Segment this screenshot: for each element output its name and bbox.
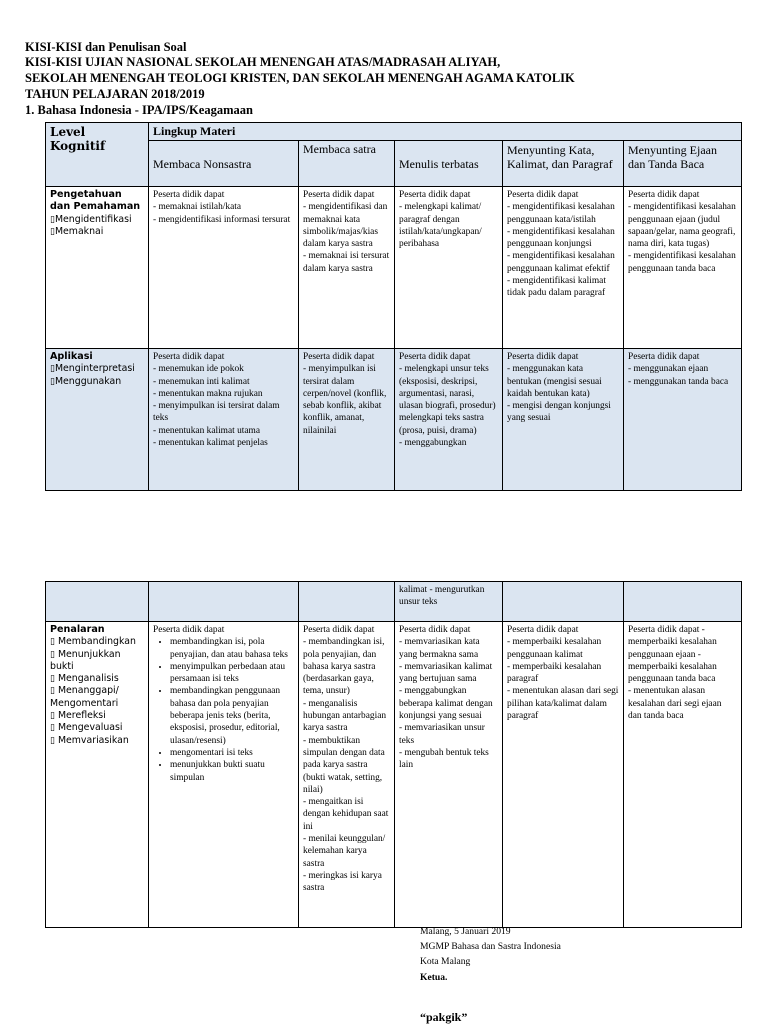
- lingkup-materi-header: Lingkup Materi: [149, 123, 742, 141]
- column-header: Menulis terbatas: [395, 141, 503, 187]
- level-item: ▯Memaknai: [50, 225, 104, 237]
- level-kognitif-header: Level Kognitif: [46, 123, 149, 187]
- checkbox-icon: ▯: [50, 226, 55, 237]
- checkbox-icon: ▯: [50, 711, 55, 722]
- doc-subtitle-2: SEKOLAH MENENGAH TEOLOGI KRISTEN, DAN SEKOLAH MENENGAH AGAMA KATOLIK: [25, 71, 575, 85]
- checkbox-icon: ▯: [50, 364, 55, 375]
- list-item: • mengomentari isi teks: [170, 747, 294, 759]
- table-cell: Peserta didik dapat - menggunakan ejaan - menggunakan tanda baca: [624, 349, 742, 491]
- level-item: ▯Mengidentifikasi: [50, 213, 132, 225]
- checkbox-icon: ▯: [50, 686, 55, 697]
- checkbox-icon: ▯: [50, 214, 55, 225]
- signature-city: Kota Malang: [420, 956, 471, 968]
- header-row-columns: [46, 141, 742, 187]
- level-item: ▯ Membandingkan: [50, 636, 136, 648]
- table-row-aplikasi: [46, 349, 742, 491]
- kisi-kisi-table-1: [45, 122, 742, 491]
- checkbox-icon: ▯: [50, 735, 55, 746]
- signature-place-date: Malang, 5 Januari 2019: [420, 926, 511, 937]
- table-cell: Peserta didik dapat - melengkapi unsur teks (eksposisi, deskripsi, argumentasi, narasi, ulasan biografi, prosedur) melengkapi teks sastra (prosa, puisi, drama) - menggabungkan: [395, 349, 503, 491]
- header-row-top: [46, 123, 742, 141]
- checkbox-icon: ▯: [50, 649, 55, 660]
- table-cell: [299, 582, 395, 622]
- checkbox-icon: ▯: [50, 723, 55, 734]
- continuation-row: [46, 582, 742, 622]
- list-item: • menyimpulkan perbedaan atau persamaan isi teks: [170, 661, 294, 686]
- table-cell: Peserta didik dapat - menemukan ide pokok - menemukan inti kalimat - menentukan makna rujukan - menyimpulkan isi tersirat dalam teks - menentukan kalimat utama - menentukan kalimat penjelas: [149, 349, 299, 491]
- level-item: ▯Menggunakan: [50, 375, 122, 387]
- table-cell: Peserta didik dapat - menyimpulkan isi tersirat dalam cerpen/novel (konflik, sebab konflik, akibat konflik, amanat, nilainilai: [299, 349, 395, 491]
- table-cell: Peserta didik dapat - mengidentifikasi dan memaknai kata simbolik/majas/kias dalam karya sastra - memaknai isi tersurat dalam karya sastra: [299, 187, 395, 349]
- table-cell: Peserta didik dapat - membandingkan isi, pola penyajian, dan bahasa karya sastra (berdasarkan gaya, tema, unsur) - menganalisis hubungan antarbagian karya sastra - membuktikan simpulan dengan data pada karya sastra (bukti watak, setting, nilai) - mengaitkan isi dengan kehidupan saat ini - menilai keunggulan/ kelemahan karya sastra - meringkas isi karya sastra: [299, 622, 395, 928]
- table-cell: Peserta didik dapat • membandingkan isi, pola penyajian, dan atau bahasa teks • menyimpulkan perbedaan atau persamaan isi teks • membandingkan penggunaan bahasa dan pola penyajian beberapa jenis teks (berita, eksposisi, prosedur, editorial, ulasan/resensi) • mengomentari isi teks • menunjukkan bukti suatu simpulan: [149, 622, 299, 928]
- table-row-pengetahuan: [46, 187, 742, 349]
- table-cell: Peserta didik dapat - mengidentifikasi kesalahan penggunaan kata/istilah - mengidentifikasi kesalahan penggunaan konjungsi - mengidentifikasi kesalahan penggunaan kalimat efektif - mengidentifikasi kalimat tidak padu dalam paragraf: [503, 187, 624, 349]
- level-item: ▯ Memvariasikan: [50, 734, 129, 746]
- checkbox-icon: ▯: [50, 674, 55, 685]
- signature-role: Ketua.: [420, 971, 448, 983]
- list-item: • menunjukkan bukti suatu simpulan: [170, 759, 294, 784]
- list-item: • membandingkan isi, pola penyajian, dan atau bahasa teks: [170, 636, 294, 661]
- column-header: Menyunting Kata, Kalimat, dan Paragraf: [503, 141, 624, 187]
- level-name: Aplikasi: [50, 351, 93, 362]
- level-name: Penalaran: [50, 624, 105, 635]
- table-cell: [624, 582, 742, 622]
- level-cell: [46, 187, 149, 349]
- checkbox-icon: ▯: [50, 376, 55, 387]
- level-item: ▯ Menanggapi/ Mengomentari: [50, 685, 119, 709]
- level-cell: [46, 622, 149, 928]
- table-cell: kalimat - mengurutkan unsur teks: [395, 582, 503, 622]
- table-cell: [46, 582, 149, 622]
- table-cell: Peserta didik dapat - memperbaiki kesalahan penggunaan ejaan - memperbaiki kesalahan penggunaan tanda baca - menentukan alasan kesalahan dari segi ejaan dan tanda baca: [624, 622, 742, 928]
- list-item: • membandingkan penggunaan bahasa dan pola penyajian beberapa jenis teks (berita, eksposisi, prosedur, editorial, ulasan/resensi): [170, 685, 294, 746]
- signature-org: MGMP Bahasa dan Sastra Indonesia: [420, 941, 561, 953]
- table-cell: Peserta didik dapat - memvariasikan kata yang bermakna sama - memvariasikan kalimat yang bertujuan sama - menggabungkan beberapa kalimat dengan konjungsi yang sesuai - memvariasikan unsur teks - mengubah bentuk teks lain: [395, 622, 503, 928]
- table-cell: Peserta didik dapat - memaknai istilah/kata - mengidentifikasi informasi tersurat: [149, 187, 299, 349]
- bullet-list: [153, 636, 294, 784]
- doc-subject: 1. Bahasa Indonesia - IPA/IPS/Keagamaan: [25, 103, 253, 117]
- doc-year: TAHUN PELAJARAN 2018/2019: [25, 87, 205, 101]
- doc-title: KISI-KISI dan Penulisan Soal: [25, 40, 187, 54]
- table-cell: [149, 582, 299, 622]
- table-row-penalaran: [46, 622, 742, 928]
- table-cell: Peserta didik dapat - memperbaiki kesalahan penggunaan kalimat - memperbaiki kesalahan paragraf - menentukan alasan dari segi pilihan kata/kalimat dalam paragraf: [503, 622, 624, 928]
- level-item: ▯ Menganalisis: [50, 673, 119, 685]
- column-header: Membaca Nonsastra: [149, 141, 299, 187]
- level-item: ▯ Menunjukkan bukti: [50, 648, 121, 672]
- level-item: ▯Menginterpretasi: [50, 363, 135, 375]
- column-header: Menyunting Ejaan dan Tanda Baca: [624, 141, 742, 187]
- table-cell: Peserta didik dapat - melengkapi kalimat/ paragraf dengan istilah/kata/ungkapan/ peribahasa: [395, 187, 503, 349]
- level-item: ▯ Mengevaluasi: [50, 722, 123, 734]
- signature-name: “pakgik”: [420, 1010, 468, 1024]
- signature-block: [420, 924, 561, 985]
- kisi-kisi-table-2: [45, 581, 742, 928]
- table-cell: Peserta didik dapat - mengidentifikasi kesalahan penggunaan ejaan (judul sapaan/gelar, nama geografi, nama diri, kata tugas) - mengidentifikasi kesalahan penggunaan tanda baca: [624, 187, 742, 349]
- table-cell: [503, 582, 624, 622]
- checkbox-icon: ▯: [50, 637, 55, 648]
- table-cell: Peserta didik dapat - menggunakan kata bentukan (mengisi sesuai kaidah bentukan kata) - mengisi dengan konjungsi yang sesuai: [503, 349, 624, 491]
- level-item: ▯ Merefleksi: [50, 710, 106, 722]
- column-header: Membaca satra: [299, 141, 395, 187]
- level-cell: [46, 349, 149, 491]
- doc-subtitle-1: KISI-KISI UJIAN NASIONAL SEKOLAH MENENGAH ATAS/MADRASAH ALIYAH,: [25, 55, 501, 69]
- level-name: Pengetahuan dan Pemahaman: [50, 189, 141, 213]
